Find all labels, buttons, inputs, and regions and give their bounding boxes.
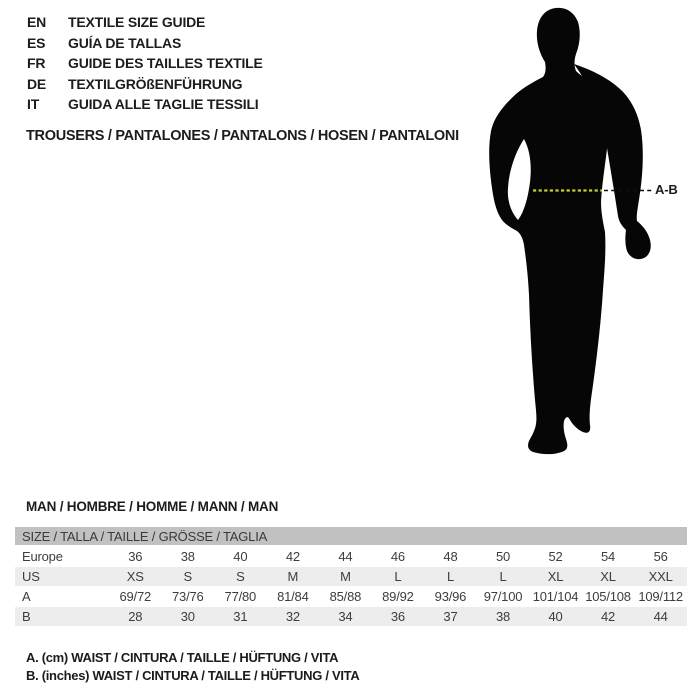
size-cell: L bbox=[424, 567, 477, 587]
man-silhouette bbox=[480, 5, 680, 460]
language-list bbox=[27, 12, 263, 115]
size-cell: 44 bbox=[634, 607, 687, 627]
size-cell: S bbox=[214, 567, 267, 587]
size-cell: 40 bbox=[214, 546, 267, 567]
row-label: B bbox=[15, 607, 109, 627]
measurement-notes bbox=[26, 649, 359, 685]
language-label: GUIDA ALLE TAGLIE TESSILI bbox=[68, 96, 259, 112]
language-row-it bbox=[27, 94, 263, 115]
language-code: EN bbox=[27, 14, 47, 30]
row-label: Europe bbox=[15, 546, 109, 567]
size-cell: XL bbox=[529, 567, 582, 587]
size-cell: 50 bbox=[477, 546, 530, 567]
language-code: IT bbox=[27, 96, 40, 112]
row-label: US bbox=[15, 567, 109, 587]
size-cell: 93/96 bbox=[424, 587, 477, 607]
size-table bbox=[15, 527, 687, 627]
size-table-header: SIZE / TALLA / TAILLE / GRÖSSE / TAGLIA bbox=[15, 527, 687, 546]
table-row-b-inches bbox=[15, 607, 687, 627]
language-label: GUIDE DES TAILLES TEXTILE bbox=[68, 55, 263, 71]
size-cell: 28 bbox=[109, 607, 162, 627]
size-cell: 40 bbox=[529, 607, 582, 627]
size-cell: M bbox=[319, 567, 372, 587]
size-cell: 32 bbox=[267, 607, 320, 627]
size-cell: 44 bbox=[319, 546, 372, 567]
size-cell: 52 bbox=[529, 546, 582, 567]
size-cell: 34 bbox=[319, 607, 372, 627]
size-cell: 54 bbox=[582, 546, 635, 567]
measure-label: A-B bbox=[655, 182, 678, 197]
size-cell: 38 bbox=[162, 546, 215, 567]
size-cell: 42 bbox=[267, 546, 320, 567]
size-cell: 30 bbox=[162, 607, 215, 627]
language-label: GUÍA DE TALLAS bbox=[68, 34, 182, 51]
size-cell: 105/108 bbox=[582, 587, 635, 607]
garment-heading: TROUSERS / PANTALONES / PANTALONS / HOSEN / PANTALONI bbox=[26, 128, 459, 144]
language-row-de bbox=[27, 74, 263, 95]
note-a-cm: A. (cm) WAIST / CINTURA / TAILLE / HÜFTUNG / VITA bbox=[26, 650, 339, 665]
table-row-europe bbox=[15, 546, 687, 567]
size-cell: 101/104 bbox=[529, 587, 582, 607]
language-code: FR bbox=[27, 55, 46, 71]
table-row-us bbox=[15, 567, 687, 587]
row-label: A bbox=[15, 587, 109, 607]
size-cell: 42 bbox=[582, 607, 635, 627]
size-cell: 97/100 bbox=[477, 587, 530, 607]
size-cell: 46 bbox=[372, 546, 425, 567]
size-cell: 36 bbox=[372, 607, 425, 627]
size-cell: S bbox=[162, 567, 215, 587]
size-cell: XS bbox=[109, 567, 162, 587]
language-code: ES bbox=[27, 34, 46, 51]
size-cell: 56 bbox=[634, 546, 687, 567]
size-cell: 77/80 bbox=[214, 587, 267, 607]
man-silhouette-figure bbox=[480, 5, 680, 460]
size-cell: XXL bbox=[634, 567, 687, 587]
size-cell: 89/92 bbox=[372, 587, 425, 607]
size-table-header-row bbox=[15, 527, 687, 546]
size-cell: 69/72 bbox=[109, 587, 162, 607]
size-cell: 85/88 bbox=[319, 587, 372, 607]
size-cell: 36 bbox=[109, 546, 162, 567]
size-cell: 37 bbox=[424, 607, 477, 627]
language-row-en bbox=[27, 12, 263, 33]
size-cell: 38 bbox=[477, 607, 530, 627]
size-cell: 109/112 bbox=[634, 587, 687, 607]
size-cell: M bbox=[267, 567, 320, 587]
language-label: TEXTILGRÖßENFÜHRUNG bbox=[68, 75, 243, 92]
size-cell: L bbox=[477, 567, 530, 587]
size-cell: L bbox=[372, 567, 425, 587]
size-cell: 81/84 bbox=[267, 587, 320, 607]
language-label: TEXTILE SIZE GUIDE bbox=[68, 14, 206, 30]
language-row-fr bbox=[27, 53, 263, 74]
size-cell: XL bbox=[582, 567, 635, 587]
table-row-a-cm bbox=[15, 587, 687, 607]
language-code: DE bbox=[27, 75, 47, 92]
section-heading: MAN / HOMBRE / HOMME / MANN / MAN bbox=[26, 499, 279, 514]
note-b-inches: B. (inches) WAIST / CINTURA / TAILLE / HÜFTUNG / VITA bbox=[26, 668, 360, 683]
size-cell: 48 bbox=[424, 546, 477, 567]
size-table-wrap bbox=[15, 527, 687, 627]
size-cell: 31 bbox=[214, 607, 267, 627]
language-row-es bbox=[27, 33, 263, 54]
size-cell: 73/76 bbox=[162, 587, 215, 607]
